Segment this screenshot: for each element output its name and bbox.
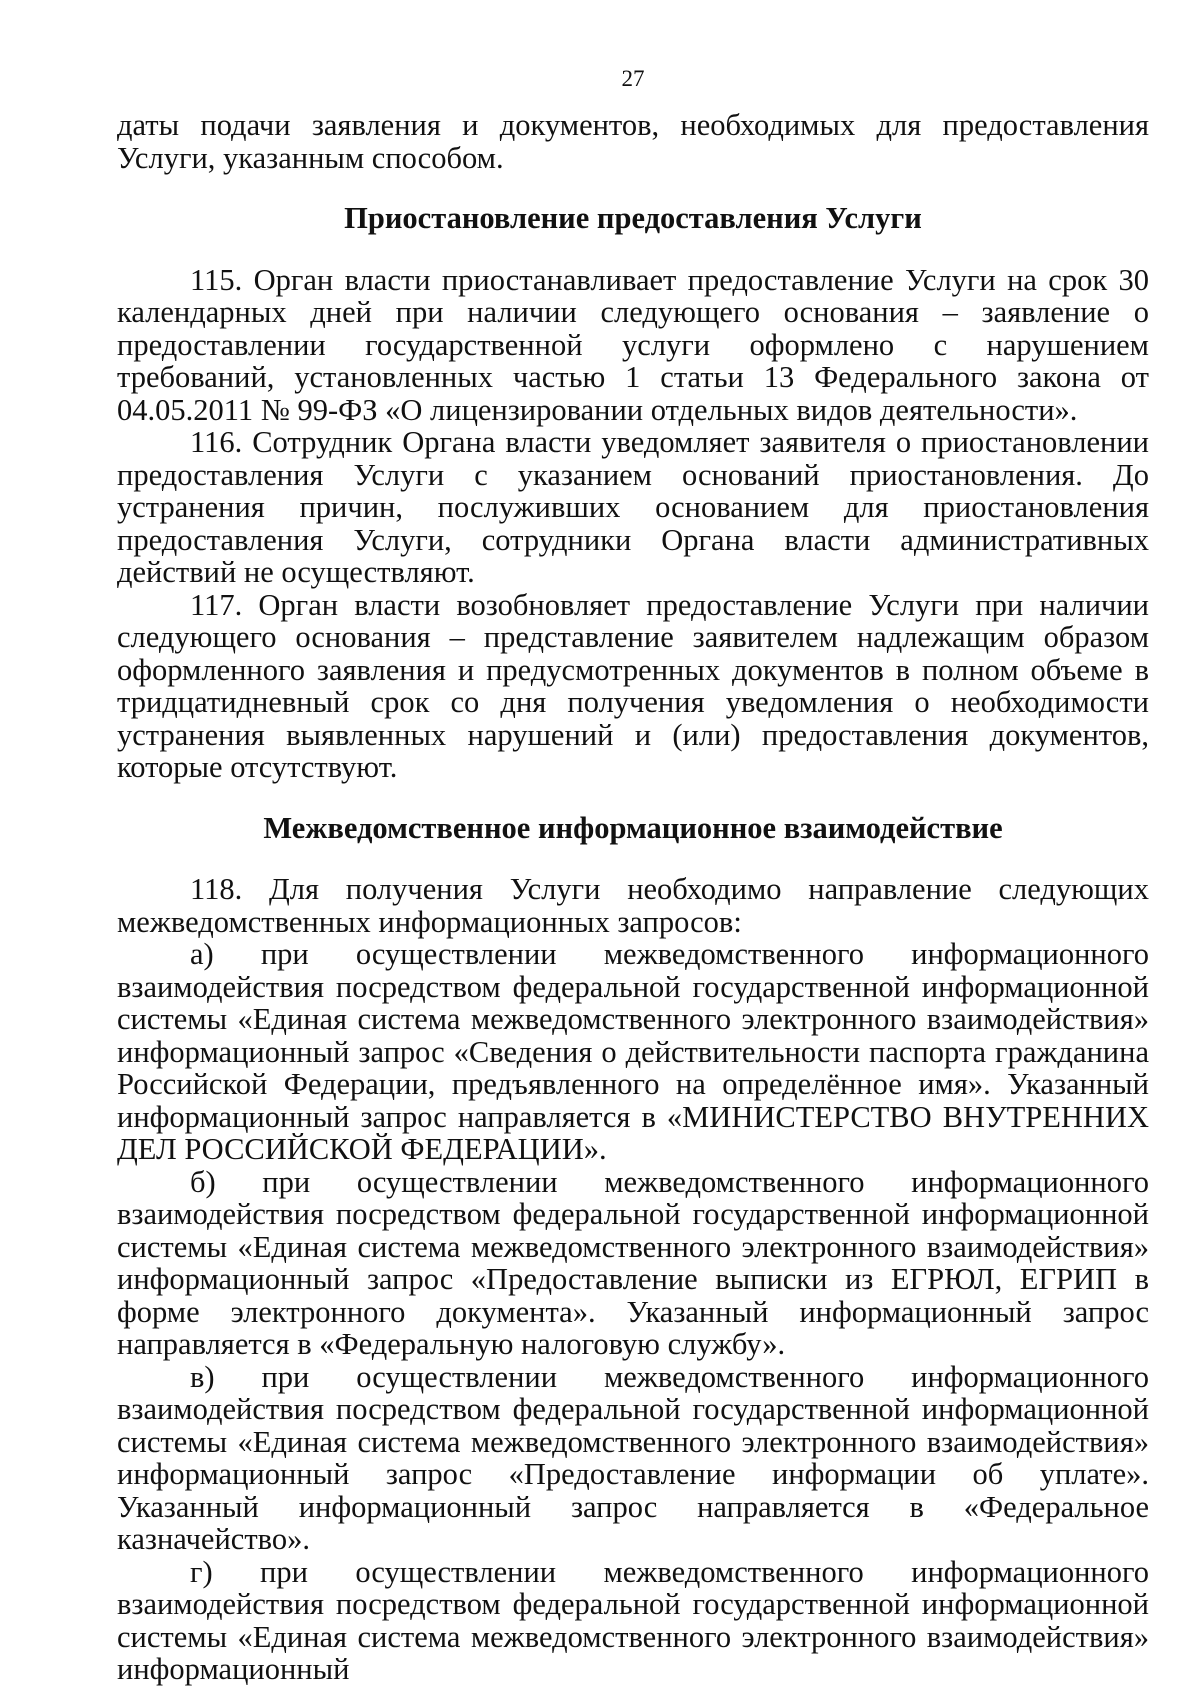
subparagraph-a: а) при осуществлении межведомственного информационного взаимодействия посредством федеральной государственной информационной системы «Единая система межведомственного электронного взаимодействия» информационный запрос «Сведения о действительности паспорта гражданина Российской Федерации, предъявленного на определённое имя». Указанный информационный запрос направляется в «МИНИСТЕРСТВО ВНУТРЕННИХ ДЕЛ РОССИЙСКОЙ ФЕДЕРАЦИИ». [117, 937, 1149, 1166]
section-heading-suspension: Приостановление предоставления Услуги [344, 201, 922, 235]
spacer [117, 784, 1149, 812]
spacer [117, 235, 1149, 264]
subparagraph-g: г) при осуществлении межведомственного информационного взаимодействия посредством федеральной государственной информационной системы «Единая система межведомственного электронного взаимодействия» информационный [117, 1554, 1149, 1686]
page-number: 27 [621, 66, 645, 91]
subparagraph-v: в) при осуществлении межведомственного информационного взаимодействия посредством федеральной государственной информационной системы «Единая система межведомственного электронного взаимодействия» информационный запрос «Предоставление информации об уплате». Указанный информационный запрос направляется в «Федеральное казначейство». [117, 1359, 1149, 1556]
paragraph-115: 115. Орган власти приостанавливает предоставление Услуги на срок 30 календарных дней при наличии следующего основания – заявление о предоставлении государственной услуги оформлено с нарушением требований, установленных частью 1 статьи 13 Федерального закона от 04.05.2011 № 99-ФЗ «О лицензировании отдельных видов деятельности». [117, 262, 1149, 427]
paragraph-117: 117. Орган власти возобновляет предоставление Услуги при наличии следующего основания – представление заявителем надлежащим образом оформленного заявления и предусмотренных документов в полном объеме в тридцатидневный срок со дня получения уведомления о необходимости устранения выявленных нарушений и (или) предоставления документов, которые отсутствуют. [117, 587, 1149, 784]
paragraph-116: 116. Сотрудник Органа власти уведомляет заявителя о приостановлении предоставления Услуги с указанием оснований приостановления. До устранения причин, послуживших основанием для приостановления предоставления Услуги, сотрудники Органа власти административных действий не осуществляют. [117, 425, 1149, 589]
paragraph-118: 118. Для получения Услуги необходимо направление следующих межведомственных информационных запросов: [117, 872, 1149, 939]
document-page [117, 66, 1149, 1686]
spacer [117, 844, 1149, 873]
section-heading-interagency: Межведомственное информационное взаимодействие [263, 810, 1003, 845]
continuation-paragraph: даты подачи заявления и документов, необходимых для предоставления Услуги, указанным способом. [117, 108, 1149, 175]
spacer [117, 174, 1149, 202]
subparagraph-b: б) при осуществлении межведомственного информационного взаимодействия посредством федеральной государственной информационной системы «Единая система межведомственного электронного взаимодействия» информационный запрос «Предоставление выписки из ЕГРЮЛ, ЕГРИП в форме электронного документа». Указанный информационный запрос направляется в «Федеральную налоговую службу». [117, 1164, 1149, 1361]
